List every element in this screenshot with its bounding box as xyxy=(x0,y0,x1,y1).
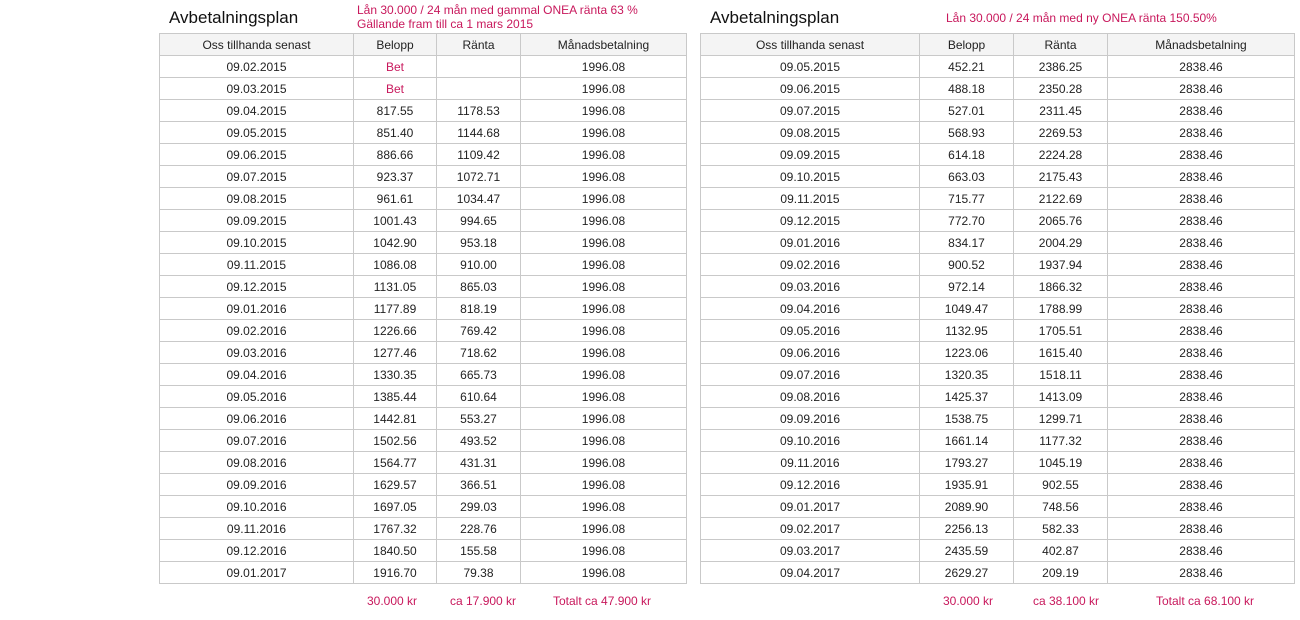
cell-due-date: 09.10.2015 xyxy=(701,166,920,188)
header-amount: Belopp xyxy=(354,34,437,56)
table-row xyxy=(701,122,1295,144)
table-row xyxy=(160,276,687,298)
cell-amount: 663.03 xyxy=(920,166,1014,188)
cell-monthly-payment: 2838.46 xyxy=(1108,518,1295,540)
cell-interest: 748.56 xyxy=(1014,496,1108,518)
cell-interest: 209.19 xyxy=(1014,562,1108,584)
cell-amount: 900.52 xyxy=(920,254,1014,276)
cell-due-date: 09.11.2015 xyxy=(160,254,354,276)
cell-amount: Bet xyxy=(354,56,437,78)
cell-due-date: 09.06.2015 xyxy=(701,78,920,100)
cell-monthly-payment: 1996.08 xyxy=(521,518,687,540)
cell-amount: 1916.70 xyxy=(354,562,437,584)
cell-due-date: 09.10.2016 xyxy=(160,496,354,518)
table-row xyxy=(701,386,1295,408)
table-row xyxy=(701,320,1295,342)
cell-due-date: 09.12.2016 xyxy=(701,474,920,496)
cell-amount: 1177.89 xyxy=(354,298,437,320)
cell-interest: 902.55 xyxy=(1014,474,1108,496)
cell-due-date: 09.01.2017 xyxy=(701,496,920,518)
table-row xyxy=(160,122,687,144)
cell-interest: 2269.53 xyxy=(1014,122,1108,144)
cell-amount: 1538.75 xyxy=(920,408,1014,430)
cell-amount: 1223.06 xyxy=(920,342,1014,364)
cell-due-date: 09.04.2017 xyxy=(701,562,920,584)
cell-amount: 1086.08 xyxy=(354,254,437,276)
cell-monthly-payment: 2838.46 xyxy=(1108,144,1295,166)
plan-note-line-2: Gällande fram till ca 1 mars 2015 xyxy=(357,17,534,31)
cell-interest: 910.00 xyxy=(437,254,521,276)
cell-interest: 1177.32 xyxy=(1014,430,1108,452)
cell-monthly-payment: 1996.08 xyxy=(521,276,687,298)
cell-amount: 715.77 xyxy=(920,188,1014,210)
cell-monthly-payment: 2838.46 xyxy=(1108,56,1295,78)
plan-note-line-1: Lån 30.000 / 24 mån med gammal ONEA ränta 63 % xyxy=(357,3,638,17)
table-row xyxy=(160,408,687,430)
table-row xyxy=(160,386,687,408)
cell-monthly-payment: 2838.46 xyxy=(1108,276,1295,298)
cell-interest: 2224.28 xyxy=(1014,144,1108,166)
cell-interest: 1109.42 xyxy=(437,144,521,166)
cell-due-date: 09.04.2016 xyxy=(701,298,920,320)
cell-amount: 2435.59 xyxy=(920,540,1014,562)
cell-amount: 772.70 xyxy=(920,210,1014,232)
cell-interest: 2065.76 xyxy=(1014,210,1108,232)
cell-monthly-payment: 2838.46 xyxy=(1108,298,1295,320)
cell-interest: 366.51 xyxy=(437,474,521,496)
table-row xyxy=(160,342,687,364)
cell-amount: 1001.43 xyxy=(354,210,437,232)
cell-amount: 1385.44 xyxy=(354,386,437,408)
cell-monthly-payment: 2838.46 xyxy=(1108,210,1295,232)
cell-amount: 1661.14 xyxy=(920,430,1014,452)
cell-due-date: 09.10.2016 xyxy=(701,430,920,452)
cell-monthly-payment: 2838.46 xyxy=(1108,188,1295,210)
cell-monthly-payment: 2838.46 xyxy=(1108,386,1295,408)
cell-due-date: 09.03.2017 xyxy=(701,540,920,562)
cell-interest: 493.52 xyxy=(437,430,521,452)
table-row xyxy=(160,100,687,122)
cell-interest: 155.58 xyxy=(437,540,521,562)
table-row xyxy=(701,298,1295,320)
cell-interest: 1413.09 xyxy=(1014,386,1108,408)
cell-due-date: 09.09.2015 xyxy=(160,210,354,232)
cell-due-date: 09.11.2016 xyxy=(160,518,354,540)
cell-due-date: 09.02.2016 xyxy=(160,320,354,342)
table-row xyxy=(160,452,687,474)
table-row xyxy=(160,518,687,540)
cell-monthly-payment: 2838.46 xyxy=(1108,430,1295,452)
cell-monthly-payment: 1996.08 xyxy=(521,386,687,408)
cell-monthly-payment: 2838.46 xyxy=(1108,166,1295,188)
table-row xyxy=(701,496,1295,518)
cell-due-date: 09.03.2015 xyxy=(160,78,354,100)
table-row xyxy=(701,430,1295,452)
cell-amount: 1502.56 xyxy=(354,430,437,452)
table-row xyxy=(160,320,687,342)
table-row xyxy=(160,364,687,386)
cell-interest: 718.62 xyxy=(437,342,521,364)
table-row xyxy=(160,78,687,100)
table-header-row xyxy=(160,34,687,56)
cell-monthly-payment: 2838.46 xyxy=(1108,232,1295,254)
cell-amount: 1935.91 xyxy=(920,474,1014,496)
cell-amount: 1767.32 xyxy=(354,518,437,540)
cell-interest xyxy=(437,56,521,78)
table-row xyxy=(701,232,1295,254)
cell-monthly-payment: 1996.08 xyxy=(521,364,687,386)
cell-interest xyxy=(437,78,521,100)
cell-due-date: 09.12.2016 xyxy=(160,540,354,562)
table-row xyxy=(701,342,1295,364)
cell-due-date: 09.11.2015 xyxy=(701,188,920,210)
cell-amount: 2089.90 xyxy=(920,496,1014,518)
plan-note xyxy=(357,3,638,31)
cell-monthly-payment: 1996.08 xyxy=(521,474,687,496)
cell-amount: 1425.37 xyxy=(920,386,1014,408)
cell-interest: 1615.40 xyxy=(1014,342,1108,364)
table-row xyxy=(701,452,1295,474)
cell-due-date: 09.01.2016 xyxy=(160,298,354,320)
table-row xyxy=(160,562,687,584)
cell-amount: 961.61 xyxy=(354,188,437,210)
cell-monthly-payment: 1996.08 xyxy=(521,408,687,430)
cell-interest: 1072.71 xyxy=(437,166,521,188)
cell-amount: 527.01 xyxy=(920,100,1014,122)
table-row xyxy=(701,78,1295,100)
plan-title: Avbetalningsplan xyxy=(169,8,299,27)
plan-title: Avbetalningsplan xyxy=(710,8,840,27)
total-sum: Totalt ca 47.900 kr xyxy=(553,594,652,608)
cell-interest: 1144.68 xyxy=(437,122,521,144)
cell-due-date: 09.12.2015 xyxy=(701,210,920,232)
cell-due-date: 09.01.2016 xyxy=(701,232,920,254)
table-row xyxy=(160,254,687,276)
cell-monthly-payment: 2838.46 xyxy=(1108,540,1295,562)
table-row xyxy=(701,518,1295,540)
cell-due-date: 09.06.2015 xyxy=(160,144,354,166)
cell-amount: 614.18 xyxy=(920,144,1014,166)
cell-interest: 1045.19 xyxy=(1014,452,1108,474)
cell-interest: 582.33 xyxy=(1014,518,1108,540)
table-row xyxy=(701,540,1295,562)
table-row xyxy=(160,232,687,254)
cell-due-date: 09.04.2016 xyxy=(160,364,354,386)
cell-amount: 1226.66 xyxy=(354,320,437,342)
cell-due-date: 09.08.2015 xyxy=(701,122,920,144)
cell-monthly-payment: 1996.08 xyxy=(521,188,687,210)
table-header-row xyxy=(701,34,1295,56)
cell-interest: 1937.94 xyxy=(1014,254,1108,276)
table-row xyxy=(160,188,687,210)
cell-amount: 1042.90 xyxy=(354,232,437,254)
cell-interest: 299.03 xyxy=(437,496,521,518)
header-due-date: Oss tillhanda senast xyxy=(160,34,354,56)
cell-amount: 1442.81 xyxy=(354,408,437,430)
plan-note xyxy=(946,11,1217,25)
cell-due-date: 09.03.2016 xyxy=(701,276,920,298)
table-row xyxy=(160,474,687,496)
cell-interest: 665.73 xyxy=(437,364,521,386)
cell-interest: 953.18 xyxy=(437,232,521,254)
cell-monthly-payment: 2838.46 xyxy=(1108,408,1295,430)
table-row xyxy=(701,276,1295,298)
table-row xyxy=(701,144,1295,166)
cell-monthly-payment: 2838.46 xyxy=(1108,452,1295,474)
cell-amount: 1277.46 xyxy=(354,342,437,364)
cell-monthly-payment: 2838.46 xyxy=(1108,122,1295,144)
cell-due-date: 09.09.2016 xyxy=(701,408,920,430)
table-row xyxy=(701,562,1295,584)
cell-monthly-payment: 2838.46 xyxy=(1108,342,1295,364)
cell-interest: 2175.43 xyxy=(1014,166,1108,188)
cell-amount: 568.93 xyxy=(920,122,1014,144)
table-row xyxy=(701,188,1295,210)
cell-interest: 610.64 xyxy=(437,386,521,408)
cell-interest: 2122.69 xyxy=(1014,188,1108,210)
cell-amount: 851.40 xyxy=(354,122,437,144)
cell-amount: 834.17 xyxy=(920,232,1014,254)
cell-due-date: 09.05.2016 xyxy=(701,320,920,342)
cell-interest: 1178.53 xyxy=(437,100,521,122)
cell-due-date: 09.11.2016 xyxy=(701,452,920,474)
cell-monthly-payment: 2838.46 xyxy=(1108,78,1295,100)
plan-note-line-1: Lån 30.000 / 24 mån med ny ONEA ränta 150.50% xyxy=(946,11,1217,25)
cell-interest: 79.38 xyxy=(437,562,521,584)
total-interest: ca 38.100 kr xyxy=(1033,594,1100,608)
total-amount: 30.000 kr xyxy=(943,594,994,608)
cell-interest: 1299.71 xyxy=(1014,408,1108,430)
cell-due-date: 09.07.2016 xyxy=(160,430,354,452)
cell-interest: 1705.51 xyxy=(1014,320,1108,342)
header-interest: Ränta xyxy=(1014,34,1108,56)
cell-due-date: 09.05.2016 xyxy=(160,386,354,408)
total-amount: 30.000 kr xyxy=(367,594,418,608)
cell-interest: 1788.99 xyxy=(1014,298,1108,320)
cell-due-date: 09.07.2015 xyxy=(701,100,920,122)
cell-interest: 1518.11 xyxy=(1014,364,1108,386)
cell-amount: 1049.47 xyxy=(920,298,1014,320)
header-amount: Belopp xyxy=(920,34,1014,56)
cell-due-date: 09.08.2016 xyxy=(701,386,920,408)
cell-interest: 769.42 xyxy=(437,320,521,342)
cell-due-date: 09.03.2016 xyxy=(160,342,354,364)
cell-monthly-payment: 1996.08 xyxy=(521,430,687,452)
cell-interest: 1034.47 xyxy=(437,188,521,210)
cell-amount: 488.18 xyxy=(920,78,1014,100)
cell-due-date: 09.05.2015 xyxy=(160,122,354,144)
cell-amount: 2256.13 xyxy=(920,518,1014,540)
table-row xyxy=(160,298,687,320)
table-row xyxy=(160,540,687,562)
cell-interest: 228.76 xyxy=(437,518,521,540)
cell-due-date: 09.02.2016 xyxy=(701,254,920,276)
cell-due-date: 09.06.2016 xyxy=(701,342,920,364)
cell-amount: 1840.50 xyxy=(354,540,437,562)
cell-due-date: 09.08.2015 xyxy=(160,188,354,210)
total-sum: Totalt ca 68.100 kr xyxy=(1156,594,1255,608)
cell-due-date: 09.07.2015 xyxy=(160,166,354,188)
cell-amount: 1697.05 xyxy=(354,496,437,518)
cell-due-date: 09.01.2017 xyxy=(160,562,354,584)
cell-due-date: 09.02.2017 xyxy=(701,518,920,540)
table-row xyxy=(160,166,687,188)
cell-due-date: 09.08.2016 xyxy=(160,452,354,474)
table-row xyxy=(701,254,1295,276)
cell-interest: 865.03 xyxy=(437,276,521,298)
cell-amount: 1629.57 xyxy=(354,474,437,496)
total-interest: ca 17.900 kr xyxy=(450,594,517,608)
cell-monthly-payment: 1996.08 xyxy=(521,232,687,254)
table-row xyxy=(701,100,1295,122)
table-row xyxy=(701,408,1295,430)
cell-amount: 1132.95 xyxy=(920,320,1014,342)
header-due-date: Oss tillhanda senast xyxy=(701,34,920,56)
cell-interest: 2311.45 xyxy=(1014,100,1108,122)
cell-monthly-payment: 1996.08 xyxy=(521,210,687,232)
cell-due-date: 09.06.2016 xyxy=(160,408,354,430)
cell-interest: 2350.28 xyxy=(1014,78,1108,100)
cell-monthly-payment: 1996.08 xyxy=(521,562,687,584)
cell-amount: 1320.35 xyxy=(920,364,1014,386)
cell-monthly-payment: 1996.08 xyxy=(521,342,687,364)
table-row xyxy=(701,56,1295,78)
table-row xyxy=(701,364,1295,386)
table-row xyxy=(160,210,687,232)
cell-monthly-payment: 1996.08 xyxy=(521,78,687,100)
cell-interest: 994.65 xyxy=(437,210,521,232)
table-row xyxy=(701,210,1295,232)
cell-amount: 1330.35 xyxy=(354,364,437,386)
cell-interest: 1866.32 xyxy=(1014,276,1108,298)
table-row xyxy=(701,474,1295,496)
cell-amount: Bet xyxy=(354,78,437,100)
cell-due-date: 09.02.2015 xyxy=(160,56,354,78)
cell-due-date: 09.10.2015 xyxy=(160,232,354,254)
cell-interest: 2004.29 xyxy=(1014,232,1108,254)
cell-due-date: 09.05.2015 xyxy=(701,56,920,78)
cell-monthly-payment: 1996.08 xyxy=(521,452,687,474)
header-monthly-payment: Månadsbetalning xyxy=(521,34,687,56)
header-monthly-payment: Månadsbetalning xyxy=(1108,34,1295,56)
cell-monthly-payment: 1996.08 xyxy=(521,100,687,122)
cell-monthly-payment: 2838.46 xyxy=(1108,562,1295,584)
cell-interest: 2386.25 xyxy=(1014,56,1108,78)
cell-monthly-payment: 1996.08 xyxy=(521,166,687,188)
cell-amount: 2629.27 xyxy=(920,562,1014,584)
cell-monthly-payment: 1996.08 xyxy=(521,320,687,342)
cell-due-date: 09.04.2015 xyxy=(160,100,354,122)
cell-amount: 886.66 xyxy=(354,144,437,166)
cell-amount: 972.14 xyxy=(920,276,1014,298)
payment-table xyxy=(159,33,687,584)
cell-amount: 1793.27 xyxy=(920,452,1014,474)
cell-monthly-payment: 1996.08 xyxy=(521,144,687,166)
cell-interest: 553.27 xyxy=(437,408,521,430)
cell-monthly-payment: 1996.08 xyxy=(521,496,687,518)
cell-monthly-payment: 1996.08 xyxy=(521,56,687,78)
table-row xyxy=(160,144,687,166)
cell-amount: 923.37 xyxy=(354,166,437,188)
cell-amount: 817.55 xyxy=(354,100,437,122)
table-row xyxy=(160,430,687,452)
table-row xyxy=(701,166,1295,188)
cell-monthly-payment: 1996.08 xyxy=(521,122,687,144)
cell-monthly-payment: 2838.46 xyxy=(1108,496,1295,518)
cell-amount: 1131.05 xyxy=(354,276,437,298)
cell-due-date: 09.12.2015 xyxy=(160,276,354,298)
table-row xyxy=(160,56,687,78)
cell-monthly-payment: 2838.46 xyxy=(1108,100,1295,122)
cell-monthly-payment: 1996.08 xyxy=(521,254,687,276)
cell-interest: 818.19 xyxy=(437,298,521,320)
cell-monthly-payment: 2838.46 xyxy=(1108,320,1295,342)
cell-monthly-payment: 1996.08 xyxy=(521,298,687,320)
cell-amount: 452.21 xyxy=(920,56,1014,78)
cell-due-date: 09.09.2016 xyxy=(160,474,354,496)
cell-monthly-payment: 1996.08 xyxy=(521,540,687,562)
cell-due-date: 09.09.2015 xyxy=(701,144,920,166)
cell-monthly-payment: 2838.46 xyxy=(1108,474,1295,496)
cell-monthly-payment: 2838.46 xyxy=(1108,254,1295,276)
cell-interest: 431.31 xyxy=(437,452,521,474)
cell-monthly-payment: 2838.46 xyxy=(1108,364,1295,386)
cell-amount: 1564.77 xyxy=(354,452,437,474)
payment-table xyxy=(700,33,1295,584)
table-row xyxy=(160,496,687,518)
header-interest: Ränta xyxy=(437,34,521,56)
cell-interest: 402.87 xyxy=(1014,540,1108,562)
cell-due-date: 09.07.2016 xyxy=(701,364,920,386)
